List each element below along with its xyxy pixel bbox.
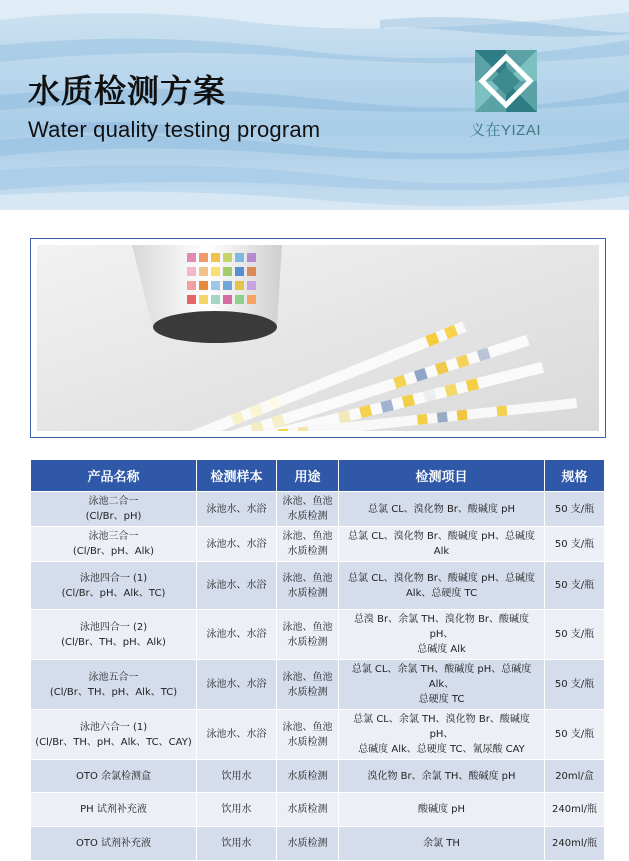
table-row — [31, 527, 605, 562]
table-row — [31, 492, 605, 527]
cell-sample: 饮用水 — [221, 770, 252, 782]
cell-product-name: 泳池四合一 (2) (Cl/Br、TH、pH、Alk) — [61, 621, 166, 648]
cell-spec: 50 支/瓶 — [554, 629, 595, 640]
page-title-en: Water quality testing program — [28, 117, 321, 142]
cell-test-items: 总氯 CL、溴化物 Br、酸碱度 pH、总碱度 Alk、总硬度 TC — [348, 572, 535, 599]
table-row — [31, 562, 605, 610]
cell-product-name: 泳池五合一 (Cl/Br、TH、pH、Alk、TC) — [49, 671, 178, 698]
cell-use: 泳池、鱼池 水质检测 — [282, 531, 333, 557]
product-spec-table — [30, 459, 605, 861]
cell-product-name: 泳池四合一 (1) (Cl/Br、pH、Alk、TC) — [61, 572, 166, 599]
cell-use: 泳池、鱼池 水质检测 — [282, 671, 333, 698]
cell-sample: 饮用水 — [221, 804, 252, 815]
cell-test-items: 总氯 CL、余氯 TH、溴化物 Br、酸碱度 pH、 总碱度 Alk、总硬度 TC、氰尿酸 CAY — [353, 714, 530, 755]
cell-sample: 泳池水、水浴 — [206, 679, 267, 690]
cell-use: 水质检测 — [287, 770, 328, 782]
cell-test-items: 酸碱度 pH — [417, 804, 466, 815]
table-row — [31, 610, 605, 660]
cell-sample: 饮用水 — [221, 838, 252, 849]
cell-product-name: 泳池二合一 (Cl/Br、pH) — [85, 496, 142, 522]
cell-spec: 50 支/瓶 — [554, 679, 595, 690]
header-use: 用途 — [277, 460, 339, 492]
table-row — [31, 710, 605, 760]
cell-sample: 泳池水、水浴 — [206, 629, 267, 640]
cell-sample: 泳池水、水浴 — [206, 503, 267, 515]
cell-test-items: 总氯 CL、溴化物 Br、酸碱度 pH — [368, 503, 515, 515]
test-strip-bottle-photo — [37, 245, 599, 431]
cell-product-name: 泳池三合一 (Cl/Br、pH、Alk) — [72, 531, 155, 557]
cell-test-items: 总氯 CL、溴化物 Br、酸碱度 pH、总碱度 Alk — [348, 531, 535, 557]
table-row — [31, 793, 605, 827]
cell-product-name: OTO 余氯检测盒 — [75, 770, 152, 782]
cell-sample: 泳池水、水浴 — [206, 729, 267, 740]
cell-use: 泳池、鱼池 水质检测 — [282, 496, 333, 522]
logo-text: 义在YIZAI — [470, 122, 542, 139]
cell-test-items: 余氯 TH — [423, 838, 460, 849]
cell-spec: 240ml/瓶 — [552, 804, 597, 815]
cell-use: 泳池、鱼池 水质检测 — [282, 721, 333, 748]
cell-sample: 泳池水、水浴 — [206, 580, 267, 591]
cell-product-name: OTO 试剂补充液 — [75, 838, 152, 849]
cell-use: 泳池、鱼池 水质检测 — [282, 572, 333, 599]
cell-product-name: PH 试剂补充液 — [80, 804, 147, 815]
cell-test-items: 溴化物 Br、余氯 TH、酸碱度 pH — [367, 770, 516, 782]
cell-test-items: 总溴 Br、余氯 TH、溴化物 Br、酸碱度 pH、 总碱度 Alk — [353, 614, 530, 655]
yizai-logo-icon — [475, 50, 537, 112]
cell-spec: 240ml/瓶 — [552, 838, 597, 849]
table-row — [31, 660, 605, 710]
table-row — [31, 827, 605, 861]
cell-test-items: 总氯 CL、余氯 TH、酸碱度 pH、总碱度 Alk、 总硬度 TC — [351, 664, 532, 705]
cell-use: 水质检测 — [287, 838, 328, 849]
header-spec: 规格 — [545, 460, 605, 492]
cell-spec: 50 支/瓶 — [554, 580, 595, 591]
cell-use: 水质检测 — [287, 804, 328, 815]
cell-product-name: 泳池六合一 (1) (Cl/Br、TH、pH、Alk、TC、CAY) — [35, 721, 192, 748]
cell-use: 泳池、鱼池 水质检测 — [282, 621, 333, 648]
header-sample: 检测样本 — [197, 460, 277, 492]
header-test-items: 检测项目 — [339, 460, 545, 492]
cell-spec: 50 支/瓶 — [554, 538, 595, 550]
table-header-row — [31, 460, 605, 492]
cell-spec: 50 支/瓶 — [554, 503, 595, 515]
table-row — [31, 760, 605, 793]
page-title-cn: 水质检测方案 — [28, 72, 227, 110]
cell-sample: 泳池水、水浴 — [206, 538, 267, 550]
header-product-name: 产品名称 — [31, 460, 197, 492]
cell-spec: 20ml/盒 — [555, 770, 594, 782]
cell-spec: 50 支/瓶 — [554, 729, 595, 740]
header-banner — [0, 0, 629, 210]
product-photo-frame — [30, 238, 606, 438]
